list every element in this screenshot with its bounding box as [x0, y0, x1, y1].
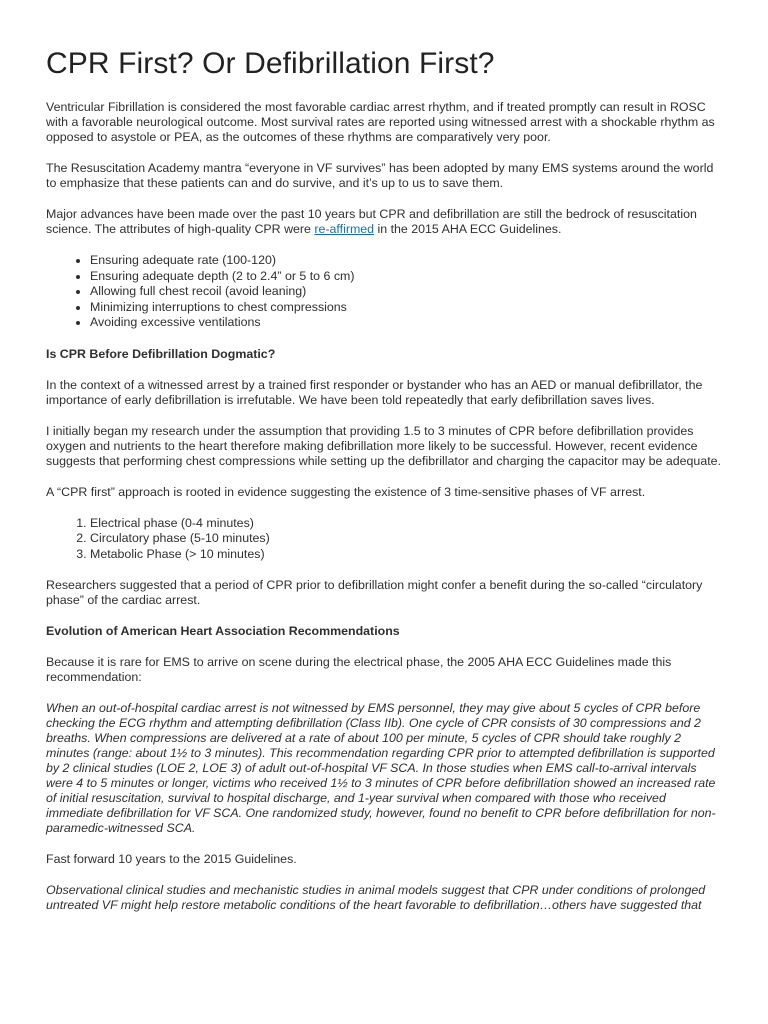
paragraph-cpr-first: A “CPR first” approach is rooted in evidence suggesting the existence of 3 time-sensitive phases of VF arrest.: [46, 484, 646, 499]
vf-phases-list: [46, 516, 722, 563]
list-item: 1. Electrical phase (0-4 minutes): [90, 516, 722, 532]
paragraph-circulatory-phase: Researchers suggested that a period of CPR prior to defibrillation might confer a benefit during the so-called “circulatory phase” of the cardiac arrest.: [46, 578, 703, 607]
list-item: 2. Circulatory phase (5-10 minutes): [90, 531, 722, 547]
section-heading-dogmatic: Is CPR Before Defibrillation Dogmatic?: [46, 346, 276, 361]
paragraph-research: I initially began my research under the assumption that providing 1.5 to 3 minutes of CPR before defibrillation provides oxygen and nutrients to the heart therefore making defibrillation more likely to be successful. However, recent evidence suggests that performing chest compressions while setting up the defibrillator and charging the capacitor may be adequate.: [46, 423, 721, 468]
list-item: 3. Metabolic Phase (> 10 minutes): [90, 547, 722, 563]
list-item: • Ensuring adequate depth (2 to 2.4” or 5 to 6 cm): [90, 269, 722, 285]
section-heading-aha: Evolution of American Heart Association Recommendations: [46, 624, 400, 638]
list-item: • Allowing full chest recoil (avoid leaning): [90, 284, 722, 300]
advances-text-before: Major advances have been made over the past 10 years but CPR and defibrillation are still the bedrock of resuscitation science. The attributes of high-quality CPR were: [46, 207, 697, 236]
intro-paragraph-advances: [46, 207, 722, 237]
paragraph-2005-guidelines: Because it is rare for EMS to arrive on scene during the electrical phase, the 2005 AHA ECC Guidelines made this recommendation:: [46, 655, 672, 684]
intro-paragraph-mantra: The Resuscitation Academy mantra “everyone in VF survives” has been adopted by many EMS systems around the world to emphasize that these patients can and do survive, and it’s up to us to save them.: [46, 161, 714, 190]
re-affirmed-link[interactable]: re-affirmed: [314, 222, 375, 236]
cpr-attributes-list: [46, 253, 722, 331]
paragraph-early-defibrillation: In the context of a witnessed arrest by a trained first responder or bystander who has an AED or manual defibrillator, the importance of early defibrillation is irrefutable. We have been told repeatedly that early defibrillation saves lives.: [46, 377, 703, 407]
page-title: CPR First? Or Defibrillation First?: [46, 47, 495, 80]
list-item: • Avoiding excessive ventilations: [90, 315, 722, 331]
paragraph-fast-forward: Fast forward 10 years to the 2015 Guidelines.: [46, 852, 297, 866]
intro-paragraph-vf: Ventricular Fibrillation is considered the most favorable cardiac arrest rhythm, and if treated promptly can result in ROSC with a favorable neurological outcome. Most survival rates are reported using witnessed arrest with a shockable rhythm as opposed to asystole or PEA, as the outcomes of these rhythms are comparatively very poor.: [46, 100, 715, 144]
list-item: • Ensuring adequate rate (100-120): [90, 253, 722, 269]
quote-2005-recommendation: When an out-of-hospital cardiac arrest is not witnessed by EMS personnel, they may give about 5 cycles of CPR before checking the ECG rhythm and attempting defibrillation (Class IIb). One cycle of CPR consists of 30 compressions and 2 breaths. When compressions are delivered at a rate of about 100 per minute, 5 cycles of CPR should take roughly 2 minutes (range: about 1½ to 3 minutes). This recommendation regarding CPR prior to attempted defibrillation is supported by 2 clinical studies (LOE 2, LOE 3) of adult out-of-hospital VF SCA. In those studies when EMS call-to-arrival intervals were 4 to 5 minutes or longer, victims who received 1½ to 3 minutes of CPR before defibrillation showed an increased rate of initial resuscitation, survival to hospital discharge, and 1-year survival when compared with those who received immediate defibrillation for VF SCA. One randomized study, however, found no benefit to CPR before defibrillation for non-paramedic-witnessed SCA.: [46, 701, 716, 835]
quote-2015-guidelines: Observational clinical studies and mechanistic studies in animal models suggest that CPR under conditions of prolonged untreated VF might help restore metabolic conditions of the heart favorable to defibrillation…others have suggested that: [46, 883, 706, 912]
list-item: • Minimizing interruptions to chest compressions: [90, 300, 722, 316]
advances-text-after: in the 2015 AHA ECC Guidelines.: [374, 222, 562, 236]
